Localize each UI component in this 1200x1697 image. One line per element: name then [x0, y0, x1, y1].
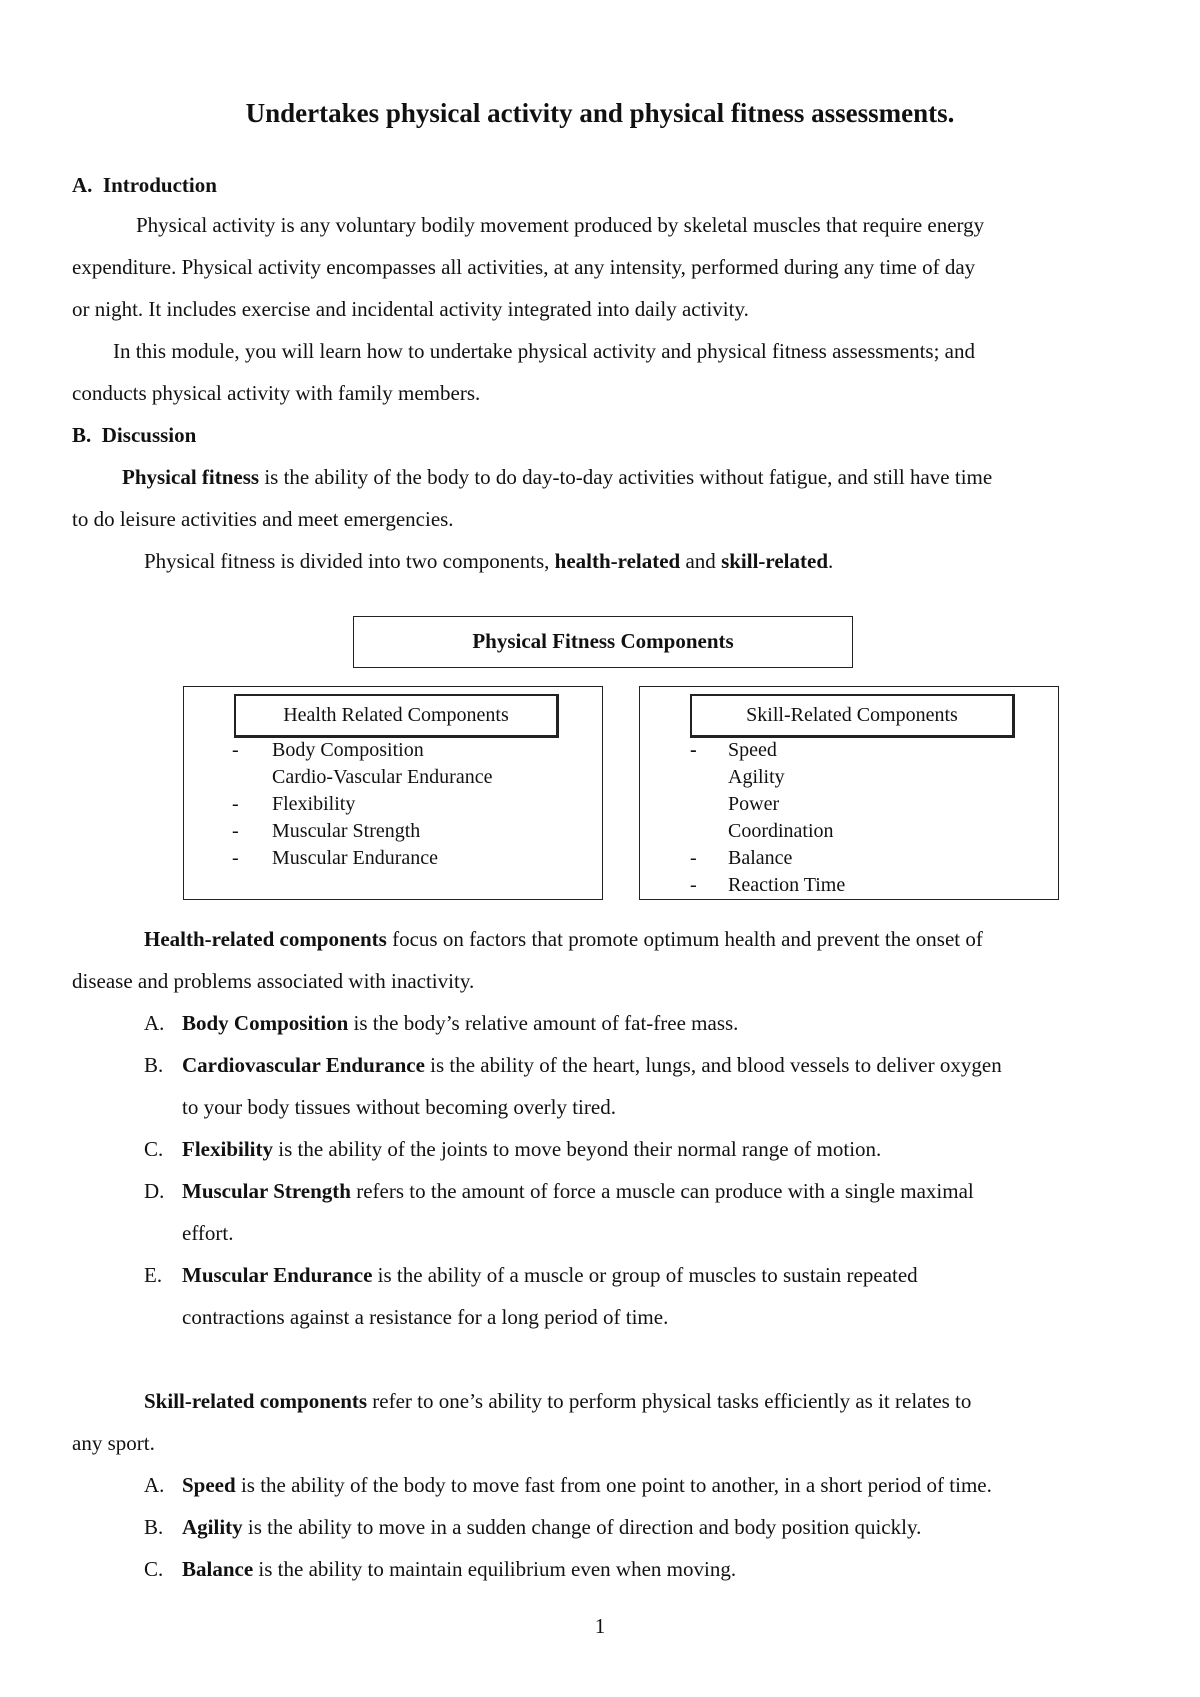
health-section-term: Health-related components	[144, 927, 387, 951]
health-item-b-term: Cardiovascular Endurance	[182, 1053, 425, 1077]
health-item-c	[182, 1136, 881, 1162]
health-item-d	[182, 1178, 974, 1204]
intro-heading-letter: A.	[72, 173, 93, 197]
skill-item-b-letter: B.	[144, 1515, 164, 1539]
health-item-a-letter: A.	[144, 1011, 165, 1035]
intro-p1-line1: Physical activity is any voluntary bodily movement produced by skeletal muscles that require energy	[136, 213, 985, 237]
intro-p1-line2: expenditure. Physical activity encompasses all activities, at any intensity, performed during any time of day	[72, 255, 976, 279]
skill-section-intro-rest: refer to one’s ability to perform physical tasks efficiently as it relates to	[367, 1389, 972, 1413]
skill-item: Speed	[728, 739, 777, 761]
health-item: Body Composition	[272, 739, 424, 761]
health-item-e-text: is the ability of a muscle or group of muscles to sustain repeated	[372, 1263, 918, 1287]
health-section-intro-rest: focus on factors that promote optimum health and prevent the onset of	[386, 927, 983, 951]
discussion-heading-letter: B.	[72, 423, 92, 447]
health-section-intro	[144, 926, 983, 952]
health-item-c-term: Flexibility	[182, 1137, 273, 1161]
health-item-e	[182, 1262, 918, 1288]
health-item-e-term: Muscular Endurance	[182, 1263, 373, 1287]
skill-item-a-term: Speed	[182, 1473, 236, 1497]
discussion-p2-a: Physical fitness is divided into two components,	[144, 549, 555, 573]
diagram-title: Physical Fitness Components	[472, 629, 734, 653]
skill-item-c	[182, 1556, 736, 1582]
skill-item-b-text: is the ability to move in a sudden change of direction and body position quickly.	[242, 1515, 922, 1539]
health-item: Flexibility	[272, 793, 356, 815]
health-components-title: Health Related Components	[234, 694, 559, 738]
health-item-b-line2: to your body tissues without becoming overly tired.	[182, 1095, 616, 1119]
diagram-title-box	[353, 616, 853, 668]
skill-dash-0: -	[690, 739, 697, 761]
skill-components-title: Skill-Related Components	[690, 694, 1015, 738]
intro-p2-line2: conducts physical activity with family members.	[72, 381, 481, 405]
health-dash-4: -	[232, 847, 239, 869]
skill-section-intro-line2: any sport.	[72, 1431, 155, 1455]
health-item-d-text: refers to the amount of force a muscle can produce with a single maximal	[350, 1179, 974, 1203]
skill-section-term: Skill-related components	[144, 1389, 368, 1413]
health-item-d-line2: effort.	[182, 1221, 234, 1245]
physical-fitness-term: Physical fitness	[122, 465, 260, 489]
health-dash-3: -	[232, 820, 239, 842]
health-item: Muscular Strength	[272, 820, 421, 842]
health-item-d-letter: D.	[144, 1179, 165, 1203]
page-title: Undertakes physical activity and physical fitness assessments.	[245, 98, 955, 128]
intro-heading-text: Introduction	[102, 173, 217, 197]
health-item-e-line2: contractions against a resistance for a long period of time.	[182, 1305, 669, 1329]
skill-dash-5: -	[690, 874, 697, 896]
health-item-e-letter: E.	[144, 1263, 163, 1287]
skill-related-term: skill-related	[721, 549, 829, 573]
intro-p1-line3: or night. It includes exercise and incidental activity integrated into daily activity.	[72, 297, 749, 321]
discussion-p2-c: and	[680, 549, 722, 573]
discussion-p2-e: .	[828, 549, 834, 573]
skill-components-box	[639, 686, 1059, 900]
discussion-p1-line2: to do leisure activities and meet emergencies.	[72, 507, 454, 531]
skill-section-intro	[144, 1388, 971, 1414]
health-item-b-text: is the ability of the heart, lungs, and blood vessels to deliver oxygen	[424, 1053, 1002, 1077]
skill-dash-4: -	[690, 847, 697, 869]
skill-item-b-term: Agility	[182, 1515, 243, 1539]
health-components-box	[183, 686, 603, 900]
health-item-a-term: Body Composition	[182, 1011, 349, 1035]
discussion-p1-line1	[122, 464, 992, 490]
discussion-heading-text: Discussion	[101, 423, 197, 447]
health-item-c-text: is the ability of the joints to move beyond their normal range of motion.	[273, 1137, 882, 1161]
skill-item: Coordination	[728, 820, 834, 842]
skill-item-a-text: is the ability of the body to move fast from one point to another, in a short period of time.	[235, 1473, 992, 1497]
health-related-term: health-related	[554, 549, 681, 573]
skill-item: Balance	[728, 847, 793, 869]
skill-item-a	[182, 1472, 992, 1498]
health-item-b	[182, 1052, 1002, 1078]
intro-heading	[72, 172, 217, 198]
health-item-a	[182, 1010, 738, 1036]
health-dash-0: -	[232, 739, 239, 761]
intro-p2-line1: In this module, you will learn how to undertake physical activity and physical fitness assessments; and	[113, 339, 975, 363]
discussion-p2	[144, 548, 833, 574]
skill-item: Power	[728, 793, 780, 815]
health-item: Cardio-Vascular Endurance	[272, 766, 493, 788]
health-item-b-letter: B.	[144, 1053, 164, 1077]
health-item-c-letter: C.	[144, 1137, 164, 1161]
skill-item-c-text: is the ability to maintain equilibrium even when moving.	[253, 1557, 737, 1581]
skill-item: Reaction Time	[728, 874, 846, 896]
discussion-heading	[72, 422, 196, 448]
health-dash-2: -	[232, 793, 239, 815]
skill-item-c-term: Balance	[182, 1557, 254, 1581]
health-section-intro-line2: disease and problems associated with inactivity.	[72, 969, 475, 993]
health-item-d-term: Muscular Strength	[182, 1179, 351, 1203]
health-item-a-text: is the body’s relative amount of fat-free mass.	[348, 1011, 739, 1035]
skill-item: Agility	[728, 766, 785, 788]
page-number: 1	[594, 1614, 606, 1638]
discussion-p1-rest: is the ability of the body to do day-to-day activities without fatigue, and still have time	[259, 465, 993, 489]
skill-item-b	[182, 1514, 921, 1540]
health-item: Muscular Endurance	[272, 847, 439, 869]
skill-item-a-letter: A.	[144, 1473, 165, 1497]
skill-item-c-letter: C.	[144, 1557, 164, 1581]
